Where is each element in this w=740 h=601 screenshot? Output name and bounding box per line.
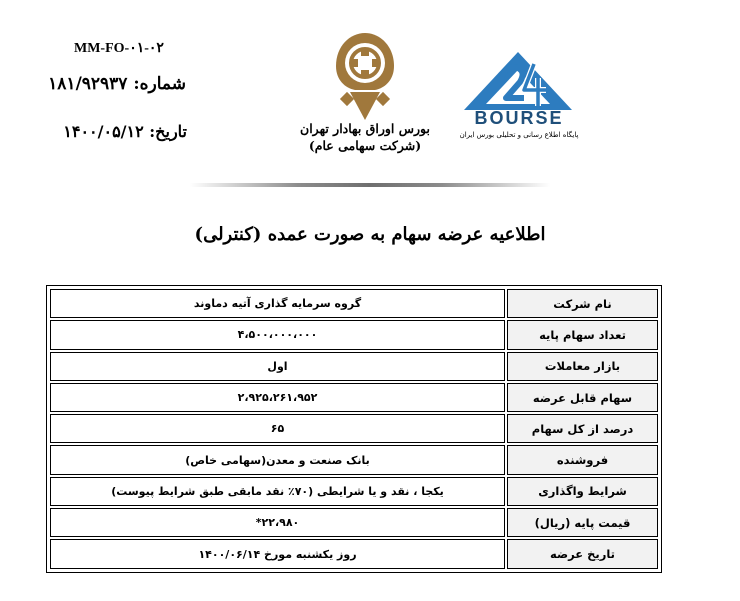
transfer-terms-label: شرایط واگذاری [507, 477, 658, 506]
percent-label: درصد از کل سهام [507, 414, 658, 443]
seller-label: فروشنده [507, 445, 658, 474]
letter-number: شماره: ۱۸۱/۹۲۹۳۷ [48, 74, 186, 94]
bourse-wordmark: BOURSE [474, 108, 564, 128]
offer-date-value: روز یکشنبه مورخ ۱۴۰۰/۰۶/۱۴ [50, 539, 505, 568]
bourse-subtitle: پایگاه اطلاع رسانی و تحلیلی بورس ایران [459, 131, 579, 139]
form-code: MM-FO-۰۱-۰۲ [74, 41, 164, 56]
table-row [49, 507, 659, 538]
table-row [49, 444, 659, 475]
table-row [49, 476, 659, 507]
table-row [49, 351, 659, 382]
offer-date-label: تاریخ عرضه [507, 539, 658, 568]
market-value: اول [50, 352, 505, 381]
seller-value: بانک صنعت و معدن(سهامی خاص) [50, 445, 505, 474]
company-name-value: گروه سرمایه گذاری آتیه دماوند [50, 289, 505, 318]
tehran-name-line2: (شرکت سهامی عام) [308, 138, 422, 153]
base-shares-label: تعداد سهام پایه [507, 320, 658, 349]
table-row [49, 382, 659, 413]
tehran-stock-exchange-name [300, 120, 430, 154]
offered-shares-label: سهام قابل عرضه [507, 383, 658, 412]
table-row [49, 319, 659, 350]
tehran-stock-exchange-emblem-icon [330, 30, 400, 122]
company-name-label: نام شرکت [507, 289, 658, 318]
base-price-value: ۲۲،۹۸۰* [50, 508, 505, 537]
offering-info-table [46, 285, 662, 573]
letter-date: تاریخ: ۱۴۰۰/۰۵/۱۲ [63, 122, 187, 141]
base-shares-value: ۴،۵۰۰،۰۰۰،۰۰۰ [50, 320, 505, 349]
header-divider [190, 183, 550, 187]
market-label: بازار معاملات [507, 352, 658, 381]
table-row [49, 288, 659, 319]
table-row [49, 413, 659, 444]
transfer-terms-value: یکجا ، نقد و یا شرایطی (۷۰٪ نقد مابقی طبق شرایط پیوست) [50, 477, 505, 506]
offered-shares-value: ۲،۹۲۵،۲۶۱،۹۵۲ [50, 383, 505, 412]
percent-value: ۶۵ [50, 414, 505, 443]
document-title: اطلاعیه عرضه سهام به صورت عمده (کنترلی) [194, 224, 546, 245]
base-price-label: قیمت پایه (ریال) [507, 508, 658, 537]
table-row [49, 538, 659, 569]
tehran-name-line1: بورس اوراق بهادار تهران [300, 121, 430, 136]
